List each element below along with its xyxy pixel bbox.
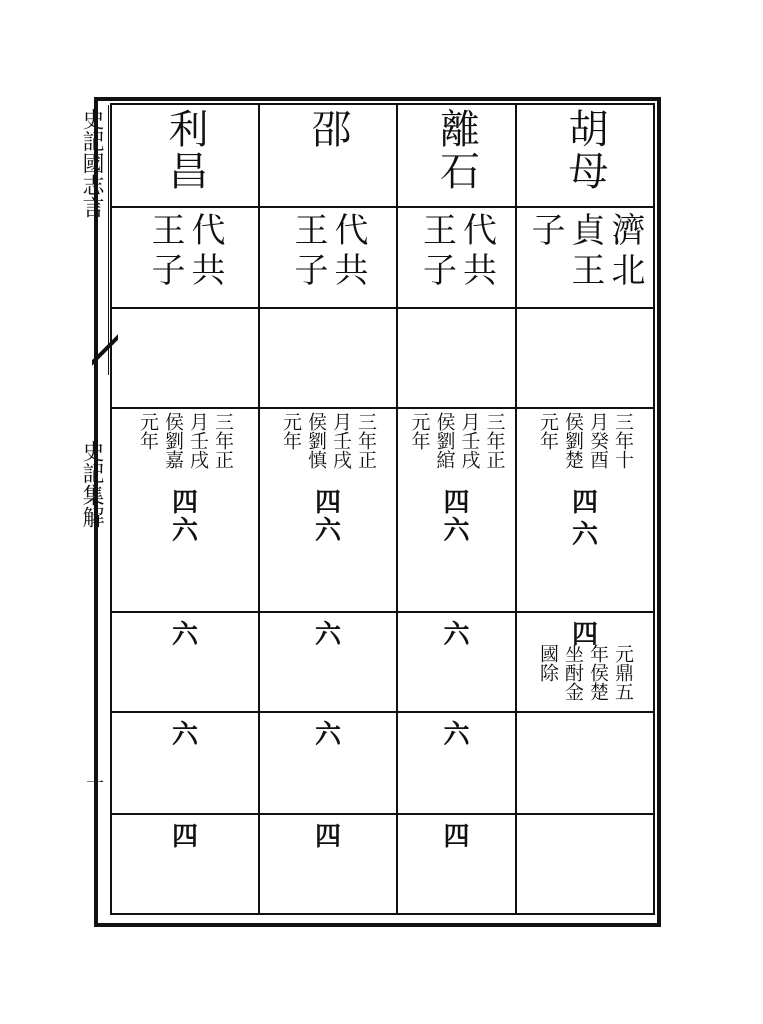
page-number: 十 <box>86 774 104 795</box>
title-line: 代共 <box>328 212 368 292</box>
abolition-line: 國除 <box>537 644 559 682</box>
title-line: 代共 <box>456 212 497 292</box>
row-divider <box>110 611 655 613</box>
enfeoffment-line: 三年正 <box>483 412 506 469</box>
enfeoffment-line: 元年 <box>137 412 159 450</box>
enfeoffment-cell <box>260 412 396 482</box>
year-cell <box>260 816 396 856</box>
enfeoffment-cell <box>517 412 653 482</box>
fief-name-cell <box>398 108 515 204</box>
year-cell <box>260 510 396 550</box>
row-divider <box>110 813 655 815</box>
title-line: 王子 <box>145 212 185 292</box>
title-line: 代共 <box>185 212 225 292</box>
year-cell <box>112 714 258 754</box>
year-count: 四 <box>443 488 470 518</box>
fief-name: 胡母 <box>562 108 608 192</box>
year-cell <box>112 614 258 654</box>
title-cell <box>398 212 515 306</box>
title-cell <box>517 212 653 306</box>
enfeoffment-line: 侯劉綰 <box>433 412 456 469</box>
title-cell <box>260 212 396 306</box>
title-line: 貞王 <box>565 212 605 292</box>
enfeoffment-cell <box>112 412 258 482</box>
year-count: 四 <box>314 488 341 518</box>
fief-name-cell <box>517 108 653 204</box>
year-count: 六 <box>171 720 198 750</box>
abolition-line: 坐酎金 <box>562 644 584 701</box>
year-cell <box>517 514 653 554</box>
title-line: 子 <box>525 212 565 252</box>
enfeoffment-line: 三年正 <box>212 412 234 469</box>
fief-name-cell <box>260 108 396 204</box>
row-divider <box>110 711 655 713</box>
enfeoffment-line: 元年 <box>408 412 431 450</box>
year-count: 六 <box>314 620 341 650</box>
year-count: 四 <box>171 822 198 852</box>
enfeoffment-line: 月壬戌 <box>330 412 352 469</box>
year-cell <box>112 816 258 856</box>
year-cell <box>260 714 396 754</box>
enfeoffment-line: 月癸酉 <box>587 412 609 469</box>
year-count: 四 <box>171 488 198 518</box>
fief-name: 利昌 <box>162 108 208 192</box>
fief-name-cell <box>112 108 258 204</box>
year-count: 六 <box>171 516 198 546</box>
title-line: 濟北 <box>605 212 645 292</box>
year-count: 四 <box>314 822 341 852</box>
year-cell <box>260 482 396 518</box>
abolition-line: 元鼎五 <box>612 644 634 701</box>
year-count: 六 <box>314 516 341 546</box>
margin-book-title: 史記集解 <box>79 440 104 528</box>
title-line: 王子 <box>288 212 328 292</box>
year-count: 四 <box>443 822 470 852</box>
year-count: 六 <box>571 520 598 550</box>
year-cell <box>517 482 653 518</box>
fief-name: 邵 <box>305 108 351 150</box>
fief-name: 離石 <box>433 108 480 192</box>
enfeoffment-line: 元年 <box>537 412 559 450</box>
year-cell <box>260 614 396 654</box>
year-count: 四 <box>571 488 598 518</box>
enfeoffment-line: 三年正 <box>355 412 377 469</box>
year-cell <box>112 510 258 550</box>
row-divider <box>110 307 655 309</box>
year-count: 四 <box>571 620 598 650</box>
margin-header-text: 史記國志言 <box>79 108 104 218</box>
abolition-note-cell <box>517 644 653 710</box>
year-cell <box>398 614 515 654</box>
abolition-line: 年侯楚 <box>587 644 609 701</box>
enfeoffment-cell <box>398 412 515 482</box>
enfeoffment-line: 侯劉嘉 <box>162 412 184 469</box>
enfeoffment-line: 元年 <box>280 412 302 450</box>
year-cell <box>517 614 653 648</box>
year-count: 六 <box>443 620 470 650</box>
row-divider <box>110 206 655 208</box>
enfeoffment-line: 侯劉慎 <box>305 412 327 469</box>
enfeoffment-line: 侯劉楚 <box>562 412 584 469</box>
year-cell <box>398 714 515 754</box>
year-count: 六 <box>443 516 470 546</box>
year-cell <box>112 482 258 518</box>
year-cell <box>398 482 515 518</box>
enfeoffment-line: 三年十 <box>612 412 634 469</box>
year-count: 六 <box>314 720 341 750</box>
enfeoffment-line: 月壬戌 <box>458 412 481 469</box>
row-divider <box>110 407 655 409</box>
year-count: 六 <box>171 620 198 650</box>
title-cell <box>112 212 258 306</box>
year-cell <box>398 510 515 550</box>
title-line: 王子 <box>416 212 457 292</box>
enfeoffment-line: 月壬戌 <box>187 412 209 469</box>
year-cell <box>398 816 515 856</box>
year-count: 六 <box>443 720 470 750</box>
